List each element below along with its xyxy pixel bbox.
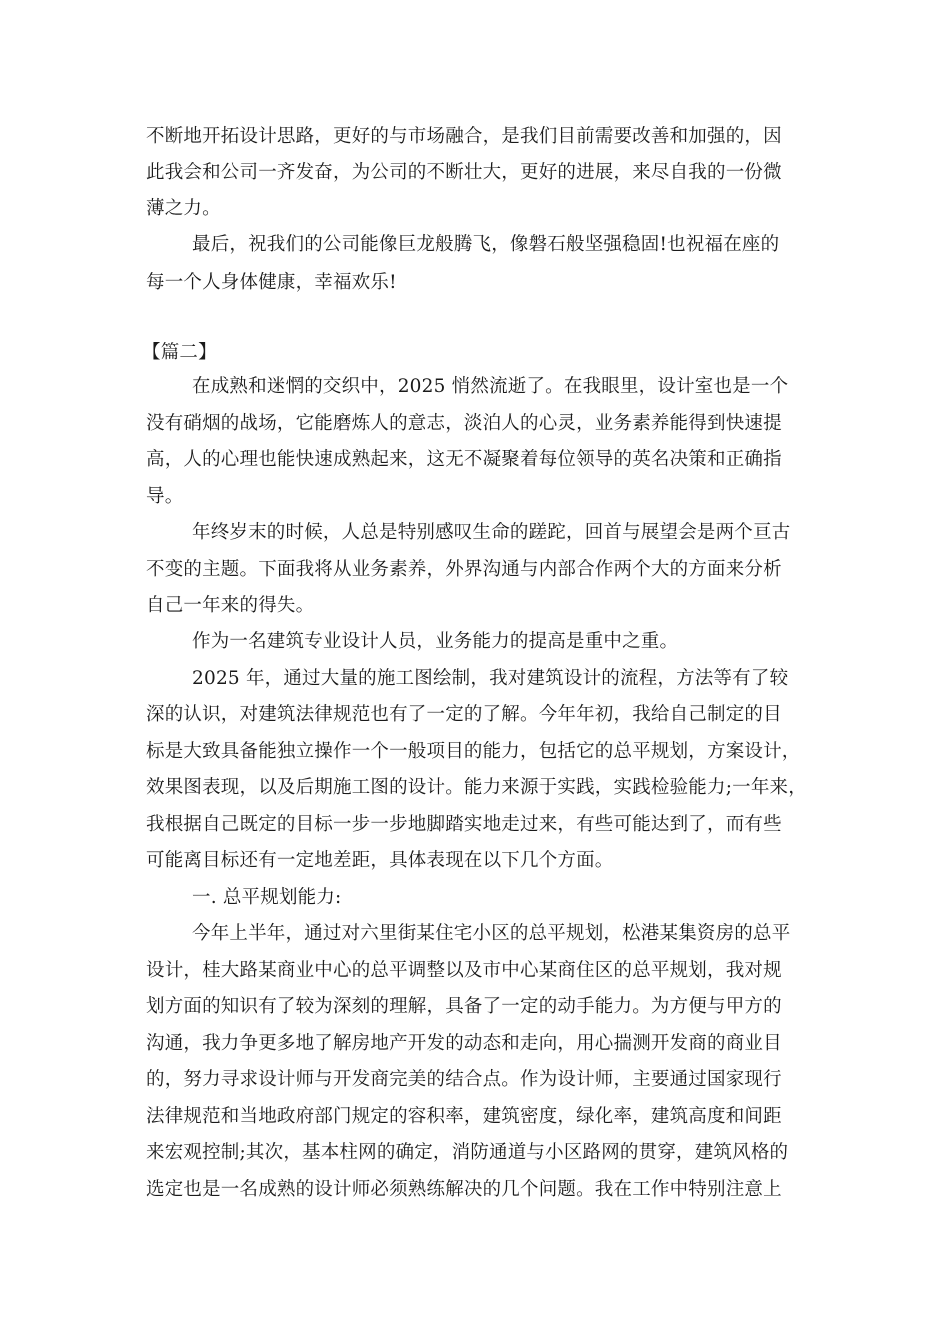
text-line: 没有硝烟的战场，它能磨炼人的意志，淡泊人的心灵，业务素养能得到快速提 <box>146 413 782 434</box>
text-line: 一. 总平规划能力: <box>192 887 342 908</box>
text-line: 深的认识，对建筑法律规范也有了一定的了解。今年年初，我给自己制定的目 <box>146 704 782 725</box>
text-line: 今年上半年，通过对六里街某住宅小区的总平规划，松港某集资房的总平 <box>192 923 791 944</box>
text-line: 年终岁末的时候，人总是特别感叹生命的蹉跎，回首与展望会是两个亘古 <box>192 522 791 543</box>
text-line: 此我会和公司一齐发奋，为公司的不断壮大，更好的进展，来尽自我的一份微 <box>146 162 782 183</box>
text-line: 在成熟和迷惘的交织中，2025 悄然流逝了。在我眼里，设计室也是一个 <box>192 376 789 397</box>
section-heading: 【篇二】 <box>142 342 217 363</box>
text-line: 不断地开拓设计思路，更好的与市场融合，是我们目前需要改善和加强的，因 <box>146 126 782 147</box>
text-line: 2025 年，通过大量的施工图绘制，我对建筑设计的流程，方法等有了较 <box>192 668 789 689</box>
text-line: 我根据自己既定的目标一步一步地脚踏实地走过来，有些可能达到了，而有些 <box>146 814 782 835</box>
text-line: 不变的主题。下面我将从业务素养，外界沟通与内部合作两个大的方面来分析 <box>146 559 782 580</box>
text-line: 设计，桂大路某商业中心的总平调整以及市中心某商住区的总平规划，我对规 <box>146 960 782 981</box>
text-line: 可能离目标还有一定地差距，具体表现在以下几个方面。 <box>146 850 614 871</box>
text-line: 高，人的心理也能快速成熟起来，这无不凝聚着每位领导的英名决策和正确指 <box>146 449 782 470</box>
text-line: 每一个人身体健康，幸福欢乐! <box>146 272 397 293</box>
text-line: 导。 <box>146 486 184 507</box>
text-line: 的，努力寻求设计师与开发商完美的结合点。作为设计师，主要通过国家现行 <box>146 1069 782 1090</box>
text-line: 标是大致具备能独立操作一个一般项目的能力，包括它的总平规划，方案设计， <box>146 741 801 762</box>
text-line: 选定也是一名成熟的设计师必须熟练解决的几个问题。我在工作中特别注意上 <box>146 1179 782 1200</box>
text-line: 来宏观控制;其次，基本柱网的确定，消防通道与小区路网的贯穿，建筑风格的 <box>146 1142 789 1163</box>
text-line: 最后，祝我们的公司能像巨龙般腾飞，像磐石般坚强稳固!也祝福在座的 <box>192 234 780 255</box>
text-line: 薄之力。 <box>146 198 221 219</box>
text-line: 法律规范和当地政府部门规定的容积率，建筑密度，绿化率，建筑高度和间距 <box>146 1106 782 1127</box>
text-line: 作为一名建筑专业设计人员，业务能力的提高是重中之重。 <box>192 631 679 652</box>
text-line: 划方面的知识有了较为深刻的理解，具备了一定的动手能力。为方便与甲方的 <box>146 996 782 1017</box>
text-line: 沟通，我力争更多地了解房地产开发的动态和走向，用心揣测开发商的商业目 <box>146 1033 782 1054</box>
text-line: 效果图表现，以及后期施工图的设计。能力来源于实践，实践检验能力;一年来， <box>146 777 807 798</box>
text-line: 自己一年来的得失。 <box>146 595 315 616</box>
